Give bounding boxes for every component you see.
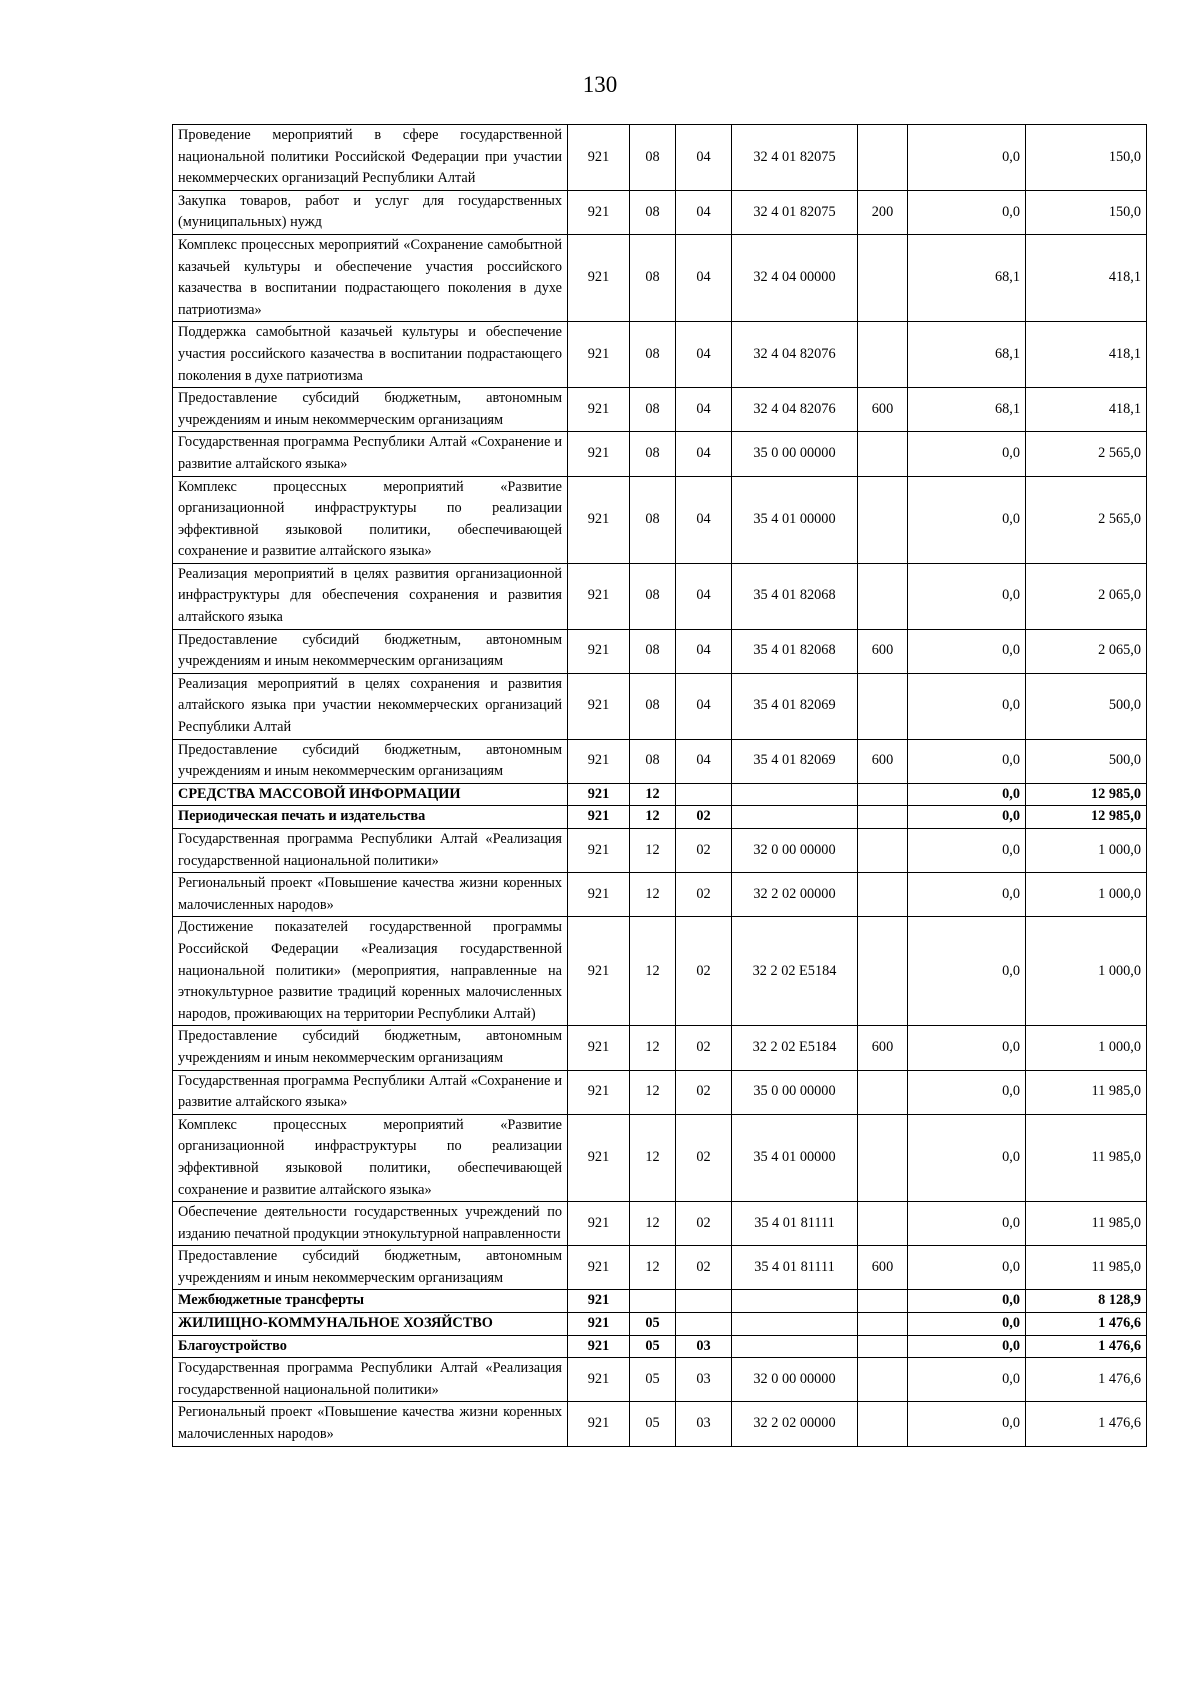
expense-type-cell xyxy=(858,1313,908,1336)
target-article-cell: 35 4 01 82068 xyxy=(732,563,858,629)
table-row xyxy=(173,563,1147,629)
target-article-cell xyxy=(732,783,858,806)
expense-type-cell xyxy=(858,1114,908,1201)
amount-cell-2: 1 000,0 xyxy=(1026,873,1147,917)
section-code-cell: 12 xyxy=(630,1246,676,1290)
section-code-cell: 05 xyxy=(630,1402,676,1446)
amount-cell-1: 0,0 xyxy=(908,432,1026,476)
row-name-cell: Реализация мероприятий в целях развития организационной инфраструктуры для обеспечения сохранения и развития алтайского языка xyxy=(173,563,568,629)
grbs-code-cell: 921 xyxy=(568,806,630,829)
expense-type-cell xyxy=(858,806,908,829)
table-row xyxy=(173,673,1147,739)
amount-cell-2: 1 000,0 xyxy=(1026,829,1147,873)
section-code-cell: 12 xyxy=(630,1114,676,1201)
subsection-code-cell: 02 xyxy=(676,829,732,873)
target-article-cell: 35 0 00 00000 xyxy=(732,432,858,476)
table-row xyxy=(173,806,1147,829)
amount-cell-1: 0,0 xyxy=(908,1358,1026,1402)
row-name-cell: СРЕДСТВА МАССОВОЙ ИНФОРМАЦИИ xyxy=(173,783,568,806)
amount-cell-2: 1 476,6 xyxy=(1026,1358,1147,1402)
subsection-code-cell: 02 xyxy=(676,1202,732,1246)
target-article-cell xyxy=(732,1335,858,1358)
amount-cell-2: 2 565,0 xyxy=(1026,432,1147,476)
grbs-code-cell: 921 xyxy=(568,1290,630,1313)
amount-cell-2: 150,0 xyxy=(1026,125,1147,191)
amount-cell-2: 500,0 xyxy=(1026,739,1147,783)
grbs-code-cell: 921 xyxy=(568,1335,630,1358)
subsection-code-cell: 02 xyxy=(676,1246,732,1290)
subsection-code-cell: 02 xyxy=(676,917,732,1026)
expense-type-cell xyxy=(858,1402,908,1446)
row-name-cell: Обеспечение деятельности государственных учреждений по изданию печатной продукции этнокультурной направленности xyxy=(173,1202,568,1246)
subsection-code-cell: 04 xyxy=(676,739,732,783)
table-row xyxy=(173,234,1147,321)
amount-cell-2: 11 985,0 xyxy=(1026,1070,1147,1114)
amount-cell-2: 2 065,0 xyxy=(1026,629,1147,673)
grbs-code-cell: 921 xyxy=(568,476,630,563)
expense-type-cell xyxy=(858,563,908,629)
subsection-code-cell: 02 xyxy=(676,806,732,829)
amount-cell-2: 500,0 xyxy=(1026,673,1147,739)
row-name-cell: Предоставление субсидий бюджетным, автономным учреждениям и иным некоммерческим организациям xyxy=(173,1026,568,1070)
amount-cell-1: 0,0 xyxy=(908,873,1026,917)
row-name-cell: Предоставление субсидий бюджетным, автономным учреждениям и иным некоммерческим организациям xyxy=(173,739,568,783)
subsection-code-cell xyxy=(676,1313,732,1336)
section-code-cell: 12 xyxy=(630,917,676,1026)
amount-cell-1: 0,0 xyxy=(908,829,1026,873)
table-row xyxy=(173,476,1147,563)
table-row xyxy=(173,1070,1147,1114)
section-code-cell: 05 xyxy=(630,1313,676,1336)
table-row xyxy=(173,1358,1147,1402)
amount-cell-2: 418,1 xyxy=(1026,322,1147,388)
subsection-code-cell: 03 xyxy=(676,1358,732,1402)
target-article-cell: 32 0 00 00000 xyxy=(732,1358,858,1402)
section-code-cell: 08 xyxy=(630,388,676,432)
expense-type-cell xyxy=(858,1290,908,1313)
grbs-code-cell: 921 xyxy=(568,1114,630,1201)
section-code-cell: 08 xyxy=(630,629,676,673)
target-article-cell xyxy=(732,806,858,829)
target-article-cell: 35 4 01 81111 xyxy=(732,1246,858,1290)
table-row xyxy=(173,125,1147,191)
table-row xyxy=(173,190,1147,234)
row-name-cell: Государственная программа Республики Алтай «Реализация государственной национальной политики» xyxy=(173,829,568,873)
amount-cell-1: 0,0 xyxy=(908,125,1026,191)
subsection-code-cell: 04 xyxy=(676,563,732,629)
subsection-code-cell: 04 xyxy=(676,190,732,234)
expense-type-cell: 600 xyxy=(858,739,908,783)
amount-cell-2: 12 985,0 xyxy=(1026,783,1147,806)
target-article-cell: 35 4 01 82069 xyxy=(732,739,858,783)
grbs-code-cell: 921 xyxy=(568,432,630,476)
grbs-code-cell: 921 xyxy=(568,1358,630,1402)
grbs-code-cell: 921 xyxy=(568,563,630,629)
target-article-cell xyxy=(732,1290,858,1313)
target-article-cell: 32 4 01 82075 xyxy=(732,190,858,234)
expense-type-cell xyxy=(858,1070,908,1114)
subsection-code-cell: 04 xyxy=(676,476,732,563)
table-row xyxy=(173,1026,1147,1070)
table-row xyxy=(173,432,1147,476)
subsection-code-cell: 04 xyxy=(676,432,732,476)
grbs-code-cell: 921 xyxy=(568,783,630,806)
section-code-cell: 08 xyxy=(630,234,676,321)
expense-type-cell xyxy=(858,1335,908,1358)
expense-type-cell xyxy=(858,829,908,873)
table-row xyxy=(173,1114,1147,1201)
amount-cell-1: 0,0 xyxy=(908,476,1026,563)
subsection-code-cell: 04 xyxy=(676,234,732,321)
expense-type-cell xyxy=(858,1358,908,1402)
amount-cell-1: 68,1 xyxy=(908,234,1026,321)
section-code-cell: 08 xyxy=(630,125,676,191)
amount-cell-2: 8 128,9 xyxy=(1026,1290,1147,1313)
section-code-cell: 12 xyxy=(630,783,676,806)
amount-cell-2: 150,0 xyxy=(1026,190,1147,234)
table-row xyxy=(173,873,1147,917)
subsection-code-cell: 02 xyxy=(676,1070,732,1114)
amount-cell-1: 68,1 xyxy=(908,322,1026,388)
expense-type-cell xyxy=(858,873,908,917)
target-article-cell: 32 0 00 00000 xyxy=(732,829,858,873)
amount-cell-1: 0,0 xyxy=(908,1202,1026,1246)
amount-cell-2: 11 985,0 xyxy=(1026,1246,1147,1290)
section-code-cell: 08 xyxy=(630,673,676,739)
amount-cell-1: 68,1 xyxy=(908,388,1026,432)
subsection-code-cell xyxy=(676,1290,732,1313)
expense-type-cell: 600 xyxy=(858,629,908,673)
target-article-cell: 35 4 01 00000 xyxy=(732,476,858,563)
amount-cell-1: 0,0 xyxy=(908,917,1026,1026)
grbs-code-cell: 921 xyxy=(568,1402,630,1446)
grbs-code-cell: 921 xyxy=(568,190,630,234)
amount-cell-1: 0,0 xyxy=(908,1313,1026,1336)
target-article-cell: 32 2 02 E5184 xyxy=(732,1026,858,1070)
budget-table xyxy=(172,124,1147,1447)
expense-type-cell xyxy=(858,432,908,476)
row-name-cell: Предоставление субсидий бюджетным, автономным учреждениям и иным некоммерческим организациям xyxy=(173,388,568,432)
target-article-cell: 32 2 02 00000 xyxy=(732,873,858,917)
amount-cell-2: 2 565,0 xyxy=(1026,476,1147,563)
subsection-code-cell xyxy=(676,783,732,806)
section-code-cell: 05 xyxy=(630,1358,676,1402)
section-code-cell: 08 xyxy=(630,432,676,476)
amount-cell-1: 0,0 xyxy=(908,1114,1026,1201)
amount-cell-2: 1 000,0 xyxy=(1026,917,1147,1026)
table-row xyxy=(173,1202,1147,1246)
target-article-cell: 32 4 01 82075 xyxy=(732,125,858,191)
expense-type-cell: 600 xyxy=(858,388,908,432)
amount-cell-2: 12 985,0 xyxy=(1026,806,1147,829)
amount-cell-1: 0,0 xyxy=(908,1070,1026,1114)
row-name-cell: Поддержка самобытной казачьей культуры и обеспечение участия российского казачества в воспитании подрастающего поколения в духе патриотизма xyxy=(173,322,568,388)
target-article-cell: 35 4 01 82069 xyxy=(732,673,858,739)
section-code-cell: 08 xyxy=(630,563,676,629)
grbs-code-cell: 921 xyxy=(568,125,630,191)
amount-cell-2: 418,1 xyxy=(1026,234,1147,321)
grbs-code-cell: 921 xyxy=(568,1202,630,1246)
amount-cell-2: 11 985,0 xyxy=(1026,1114,1147,1201)
grbs-code-cell: 921 xyxy=(568,1246,630,1290)
section-code-cell: 12 xyxy=(630,1070,676,1114)
section-code-cell: 12 xyxy=(630,1202,676,1246)
amount-cell-2: 1 476,6 xyxy=(1026,1402,1147,1446)
row-name-cell: Государственная программа Республики Алтай «Сохранение и развитие алтайского языка» xyxy=(173,1070,568,1114)
subsection-code-cell: 04 xyxy=(676,322,732,388)
grbs-code-cell: 921 xyxy=(568,673,630,739)
amount-cell-1: 0,0 xyxy=(908,673,1026,739)
table-body xyxy=(173,125,1147,1447)
grbs-code-cell: 921 xyxy=(568,1070,630,1114)
expense-type-cell xyxy=(858,917,908,1026)
amount-cell-2: 2 065,0 xyxy=(1026,563,1147,629)
amount-cell-1: 0,0 xyxy=(908,1335,1026,1358)
expense-type-cell xyxy=(858,783,908,806)
grbs-code-cell: 921 xyxy=(568,829,630,873)
expense-type-cell: 200 xyxy=(858,190,908,234)
row-name-cell: Проведение мероприятий в сфере государственной национальной политики Российской Федерации при участии некоммерческих организаций Республики Алтай xyxy=(173,125,568,191)
row-name-cell: Предоставление субсидий бюджетным, автономным учреждениям и иным некоммерческим организациям xyxy=(173,1246,568,1290)
row-name-cell: Комплекс процессных мероприятий «Развитие организационной инфраструктуры по реализации эффективной языковой политики, обеспечивающей сохранение и развитие алтайского языка» xyxy=(173,1114,568,1201)
row-name-cell: Реализация мероприятий в целях сохранения и развития алтайского языка при участии некоммерческих организаций Республики Алтай xyxy=(173,673,568,739)
section-code-cell: 05 xyxy=(630,1335,676,1358)
section-code-cell: 12 xyxy=(630,806,676,829)
amount-cell-2: 1 476,6 xyxy=(1026,1313,1147,1336)
table-row xyxy=(173,739,1147,783)
table-row xyxy=(173,1290,1147,1313)
target-article-cell: 35 4 01 82068 xyxy=(732,629,858,673)
section-code-cell: 12 xyxy=(630,1026,676,1070)
section-code-cell: 12 xyxy=(630,829,676,873)
section-code-cell: 08 xyxy=(630,190,676,234)
grbs-code-cell: 921 xyxy=(568,1313,630,1336)
target-article-cell: 35 0 00 00000 xyxy=(732,1070,858,1114)
table-row xyxy=(173,388,1147,432)
expense-type-cell: 600 xyxy=(858,1026,908,1070)
subsection-code-cell: 03 xyxy=(676,1402,732,1446)
section-code-cell: 08 xyxy=(630,476,676,563)
expense-type-cell xyxy=(858,476,908,563)
grbs-code-cell: 921 xyxy=(568,739,630,783)
table-row xyxy=(173,1402,1147,1446)
row-name-cell: Достижение показателей государственной программы Российской Федерации «Реализация государственной национальной политики» (мероприятия, направленные на этнокультурное развитие традиций коренных малочисленных народов, проживающих на территории Республики Алтай) xyxy=(173,917,568,1026)
table-row xyxy=(173,829,1147,873)
expense-type-cell: 600 xyxy=(858,1246,908,1290)
subsection-code-cell: 03 xyxy=(676,1335,732,1358)
table-row xyxy=(173,1313,1147,1336)
expense-type-cell xyxy=(858,1202,908,1246)
section-code-cell: 08 xyxy=(630,739,676,783)
target-article-cell xyxy=(732,1313,858,1336)
target-article-cell: 32 4 04 00000 xyxy=(732,234,858,321)
target-article-cell: 32 2 02 E5184 xyxy=(732,917,858,1026)
target-article-cell: 35 4 01 00000 xyxy=(732,1114,858,1201)
subsection-code-cell: 04 xyxy=(676,673,732,739)
grbs-code-cell: 921 xyxy=(568,322,630,388)
amount-cell-1: 0,0 xyxy=(908,1290,1026,1313)
expense-type-cell xyxy=(858,125,908,191)
grbs-code-cell: 921 xyxy=(568,388,630,432)
grbs-code-cell: 921 xyxy=(568,1026,630,1070)
amount-cell-2: 1 000,0 xyxy=(1026,1026,1147,1070)
row-name-cell: Региональный проект «Повышение качества жизни коренных малочисленных народов» xyxy=(173,1402,568,1446)
amount-cell-1: 0,0 xyxy=(908,806,1026,829)
section-code-cell: 12 xyxy=(630,873,676,917)
grbs-code-cell: 921 xyxy=(568,629,630,673)
grbs-code-cell: 921 xyxy=(568,234,630,321)
expense-type-cell xyxy=(858,673,908,739)
table-row xyxy=(173,783,1147,806)
row-name-cell: Региональный проект «Повышение качества жизни коренных малочисленных народов» xyxy=(173,873,568,917)
target-article-cell: 32 4 04 82076 xyxy=(732,322,858,388)
table-row xyxy=(173,1246,1147,1290)
section-code-cell xyxy=(630,1290,676,1313)
subsection-code-cell: 04 xyxy=(676,629,732,673)
amount-cell-1: 0,0 xyxy=(908,1402,1026,1446)
amount-cell-2: 418,1 xyxy=(1026,388,1147,432)
amount-cell-2: 1 476,6 xyxy=(1026,1335,1147,1358)
amount-cell-2: 11 985,0 xyxy=(1026,1202,1147,1246)
row-name-cell: Межбюджетные трансферты xyxy=(173,1290,568,1313)
row-name-cell: ЖИЛИЩНО-КОММУНАЛЬНОЕ ХОЗЯЙСТВО xyxy=(173,1313,568,1336)
subsection-code-cell: 02 xyxy=(676,1026,732,1070)
grbs-code-cell: 921 xyxy=(568,873,630,917)
amount-cell-1: 0,0 xyxy=(908,190,1026,234)
row-name-cell: Комплекс процессных мероприятий «Сохранение самобытной казачьей культуры и обеспечение участия российского казачества в воспитании подрастающего поколения в духе патриотизма» xyxy=(173,234,568,321)
subsection-code-cell: 04 xyxy=(676,388,732,432)
subsection-code-cell: 04 xyxy=(676,125,732,191)
row-name-cell: Государственная программа Республики Алтай «Реализация государственной национальной политики» xyxy=(173,1358,568,1402)
grbs-code-cell: 921 xyxy=(568,917,630,1026)
amount-cell-1: 0,0 xyxy=(908,783,1026,806)
row-name-cell: Государственная программа Республики Алтай «Сохранение и развитие алтайского языка» xyxy=(173,432,568,476)
target-article-cell: 35 4 01 81111 xyxy=(732,1202,858,1246)
page-number: 130 xyxy=(582,72,618,97)
target-article-cell: 32 2 02 00000 xyxy=(732,1402,858,1446)
expense-type-cell xyxy=(858,234,908,321)
table-row xyxy=(173,1335,1147,1358)
row-name-cell: Предоставление субсидий бюджетным, автономным учреждениям и иным некоммерческим организациям xyxy=(173,629,568,673)
amount-cell-1: 0,0 xyxy=(908,739,1026,783)
table-row xyxy=(173,629,1147,673)
section-code-cell: 08 xyxy=(630,322,676,388)
amount-cell-1: 0,0 xyxy=(908,563,1026,629)
amount-cell-1: 0,0 xyxy=(908,1026,1026,1070)
amount-cell-1: 0,0 xyxy=(908,629,1026,673)
subsection-code-cell: 02 xyxy=(676,873,732,917)
amount-cell-1: 0,0 xyxy=(908,1246,1026,1290)
row-name-cell: Благоустройство xyxy=(173,1335,568,1358)
target-article-cell: 32 4 04 82076 xyxy=(732,388,858,432)
row-name-cell: Периодическая печать и издательства xyxy=(173,806,568,829)
row-name-cell: Комплекс процессных мероприятий «Развитие организационной инфраструктуры по реализации эффективной языковой политики, обеспечивающей сохранение и развитие алтайского языка» xyxy=(173,476,568,563)
table-row xyxy=(173,322,1147,388)
table-row xyxy=(173,917,1147,1026)
expense-type-cell xyxy=(858,322,908,388)
row-name-cell: Закупка товаров, работ и услуг для государственных (муниципальных) нужд xyxy=(173,190,568,234)
subsection-code-cell: 02 xyxy=(676,1114,732,1201)
